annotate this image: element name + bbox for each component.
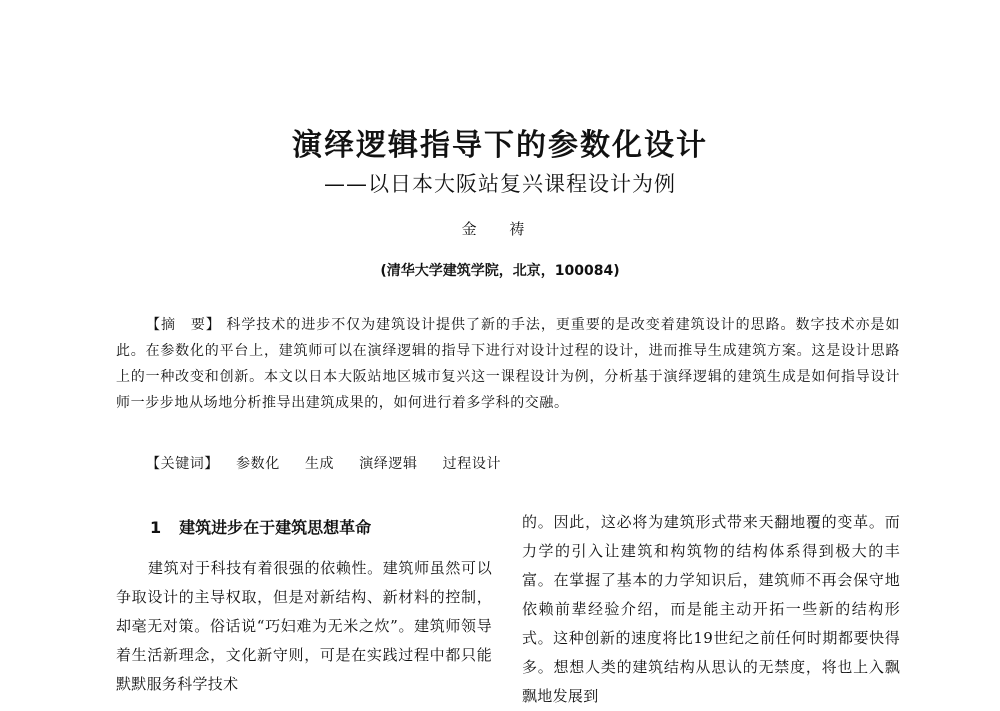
left-column	[116, 516, 492, 699]
body-paragraph-right: 的。因此，这必将为建筑形式带来天翻地覆的变革。而力学的引入让建筑和构筑物的结构体系得到极大的丰富。在掌握了基本的力学知识后，建筑师不再会保守地依赖前辈经验介绍，而是能主动开拓一些新的结构形式。这种创新的速度将比19世纪之前任何时期都要快得多。想想人类的建筑结构从思认的无禁度，将也上入飘飘地发展到	[522, 513, 900, 705]
keyword: 参数化	[236, 456, 280, 472]
keywords	[146, 452, 521, 476]
author-name: 金 祷	[461, 220, 539, 238]
abstract-label: 【摘 要】	[146, 317, 221, 333]
section-number: 1	[150, 518, 162, 537]
paper-title: 演绎逻辑指导下的参数化设计	[292, 128, 708, 163]
paper-subtitle: ——以日本大阪站复兴课程设计为例	[324, 172, 676, 196]
section-title: 建筑进步在于建筑思想革命	[179, 518, 372, 537]
keyword: 演绎逻辑	[359, 456, 418, 472]
abstract-text: 科学技术的进步不仅为建筑设计提供了新的手法，更重要的是改变着建筑设计的思路。数字技术亦是如此。在参数化的平台上，建筑师可以在演绎逻辑的指导下进行对设计过程的设计，进而推导生成建筑方案。这是设计思路上的一种改变和创新。本文以日本大阪站地区城市复兴这一课程设计为例，分析基于演绎逻辑的建筑生成是如何指导设计师一步步地从场地分析推导出建筑成果的，如何进行着多学科的交融。	[116, 317, 901, 411]
keywords-label: 【关键词】	[146, 456, 219, 472]
author-affiliation: (清华大学建筑学院，北京，100084)	[380, 263, 620, 279]
keyword: 生成	[304, 456, 335, 472]
body-paragraph-left: 建筑对于科技有着很强的依赖性。建筑师虽然可以争取设计的主导权取，但是对新结构、新材料的控制，却毫无对策。俗话说“巧妇难为无米之炊”。建筑师领导着生活新理念，文化新守则，可是在实践过程中都只能默默服务科学技术	[116, 559, 492, 693]
abstract	[116, 312, 900, 416]
right-column	[522, 508, 900, 711]
keyword: 过程设计	[442, 456, 502, 472]
section-heading	[150, 516, 492, 540]
